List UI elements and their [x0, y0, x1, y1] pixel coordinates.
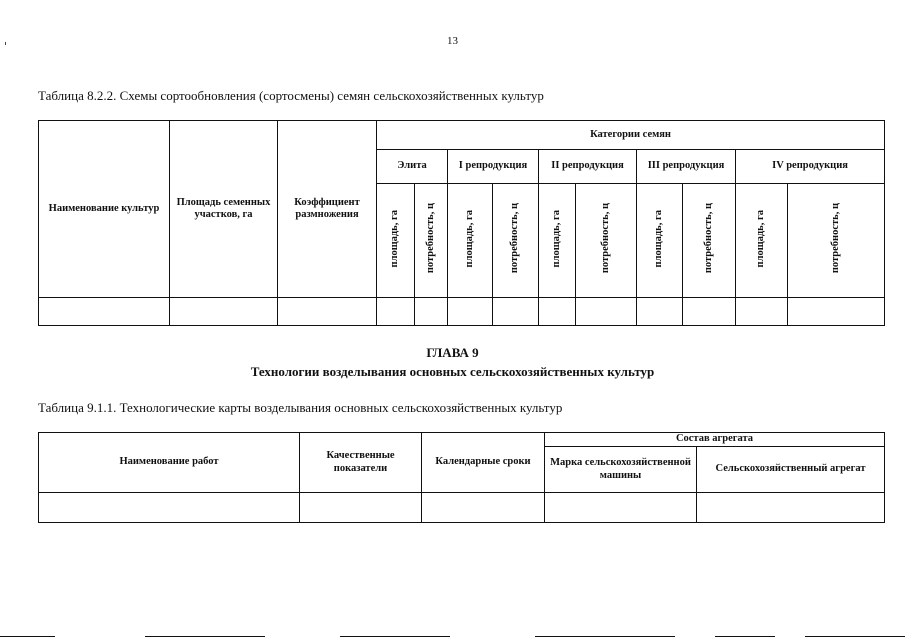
table-cell[interactable] — [493, 298, 539, 326]
subheader-need-label: потребность, ц — [424, 203, 436, 274]
header-crop-name: Наименование культур — [39, 121, 170, 298]
table-cell[interactable] — [422, 493, 545, 523]
header-work-name: Наименование работ — [39, 433, 300, 493]
subheader-area — [736, 184, 788, 298]
subheader-area-label: площадь, га — [653, 209, 665, 268]
table-cell[interactable] — [170, 298, 278, 326]
table-cell[interactable] — [300, 493, 422, 523]
header-reproduction-4: IV репродукция — [736, 150, 885, 184]
scan-edge-line — [145, 636, 265, 637]
table-cell[interactable] — [278, 298, 377, 326]
table-8-2-2-caption: Таблица 8.2.2. Схемы сортообновления (сортосмены) семян сельскохозяйственных культур — [38, 88, 544, 103]
chapter-title: ГЛАВА 9 — [426, 345, 479, 360]
subheader-need — [683, 184, 736, 298]
scan-edge-line — [715, 636, 775, 637]
table-cell[interactable] — [539, 298, 576, 326]
subheader-need — [576, 184, 637, 298]
table-cell[interactable] — [415, 298, 448, 326]
table-row — [39, 298, 885, 326]
subheader-area-label: площадь, га — [550, 209, 562, 268]
header-calendar-dates: Календарные сроки — [422, 433, 545, 493]
page-number: 13 — [447, 35, 458, 47]
table-cell[interactable] — [736, 298, 788, 326]
table-cell[interactable] — [377, 298, 415, 326]
header-reproduction-2: II репродукция — [539, 150, 637, 184]
table-cell[interactable] — [637, 298, 683, 326]
header-elite: Элита — [377, 150, 448, 184]
subheader-area-label: площадь, га — [755, 209, 767, 268]
table-cell[interactable] — [576, 298, 637, 326]
table-cell[interactable] — [697, 493, 885, 523]
header-machine-brand: Марка сельскохозяйственной машины — [545, 447, 697, 493]
subheader-need — [788, 184, 885, 298]
header-aggregate-composition: Состав агрегата — [545, 433, 885, 447]
table-cell[interactable] — [683, 298, 736, 326]
table-row — [39, 493, 885, 523]
table-cell[interactable] — [39, 298, 170, 326]
scan-edge-line — [0, 636, 55, 637]
table-cell[interactable] — [39, 493, 300, 523]
subheader-area — [448, 184, 493, 298]
header-agricultural-aggregate: Сельскохозяйственный агрегат — [697, 447, 885, 493]
subheader-need — [415, 184, 448, 298]
subheader-need-label: потребность, ц — [830, 203, 841, 274]
subheader-need-label: потребность, ц — [599, 203, 611, 274]
seed-renewal-table — [38, 120, 885, 326]
subheader-area-label: площадь, га — [463, 209, 475, 268]
subheader-need — [493, 184, 539, 298]
scan-speck — [5, 42, 6, 45]
header-seed-categories: Категории семян — [377, 121, 885, 150]
subheader-need-label: потребность, ц — [702, 203, 714, 274]
header-multiplication-coef: Коэффициент размножения — [278, 121, 377, 298]
chapter-subtitle: Технологии возделывания основных сельскохозяйственных культур — [250, 364, 655, 379]
subheader-area — [637, 184, 683, 298]
table-cell[interactable] — [545, 493, 697, 523]
scan-edge-line — [340, 636, 450, 637]
table-9-1-1-caption: Таблица 9.1.1. Технологические карты возделывания основных сельскохозяйственных культур — [38, 400, 563, 415]
subheader-area — [377, 184, 415, 298]
header-reproduction-3: III репродукция — [637, 150, 736, 184]
header-quality-indicators: Качественные показатели — [300, 433, 422, 493]
technology-map-table — [38, 432, 885, 523]
scan-edge-line — [535, 636, 675, 637]
header-plot-area: Площадь семенных участков, га — [170, 121, 278, 298]
scan-edge-line — [805, 636, 905, 637]
table-cell[interactable] — [448, 298, 493, 326]
subheader-area — [539, 184, 576, 298]
subheader-need-label: потребность, ц — [509, 203, 521, 274]
table-cell[interactable] — [788, 298, 885, 326]
subheader-area-label: площадь, га — [389, 209, 401, 268]
header-reproduction-1: I репродукция — [448, 150, 539, 184]
